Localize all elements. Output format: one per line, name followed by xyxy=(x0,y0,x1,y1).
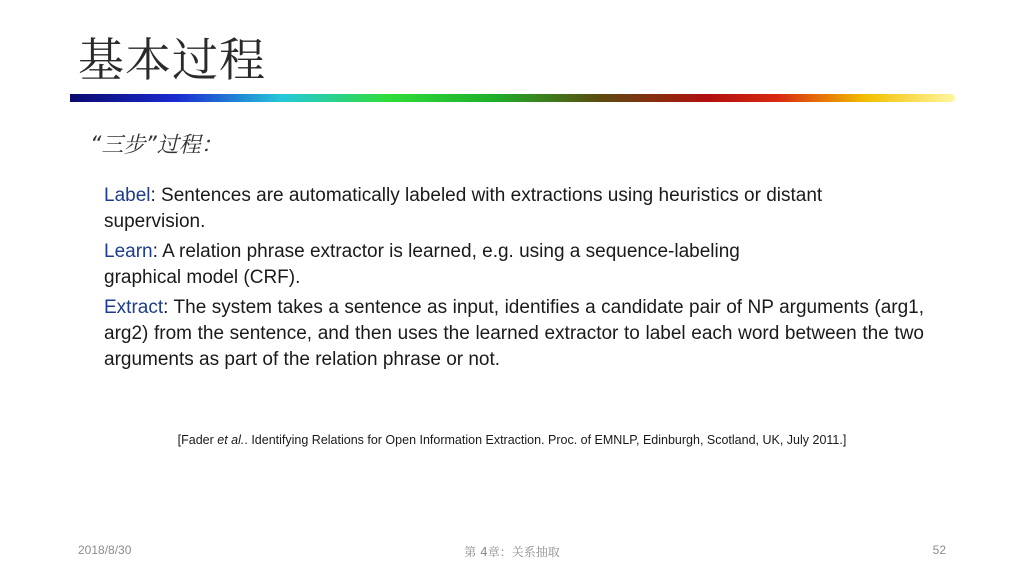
step-learn xyxy=(104,239,819,291)
slide-subtitle: “三步”过程： xyxy=(90,133,223,158)
step-keyword: Extract xyxy=(104,297,164,318)
title-underline-gradient-bar xyxy=(70,94,955,102)
citation-reference xyxy=(0,433,1024,447)
citation-suffix: . Identifying Relations for Open Information Extraction. Proc. of EMNLP, Edinburgh, Scotland, UK, July 2011.] xyxy=(244,433,847,447)
step-keyword: Learn xyxy=(104,241,153,262)
footer-page-number: 52 xyxy=(932,543,946,557)
step-text: : The system takes a sentence as input, identifies a candidate pair of NP arguments (arg1, arg2) from the sentence, and then uses the learned extractor to label each word between the two arguments as part of the relation phrase or not. xyxy=(104,297,924,370)
citation-prefix: [Fader xyxy=(177,433,218,447)
step-keyword: Label xyxy=(104,185,151,206)
steps-body xyxy=(104,183,924,377)
footer-date: 2018/8/30 xyxy=(78,543,132,557)
footer-chapter: 第 4章：关系抽取 xyxy=(464,545,560,559)
step-text: : Sentences are automatically labeled with extractions using heuristics or distant supervision. xyxy=(104,185,823,232)
step-text: : A relation phrase extractor is learned, e.g. using a sequence-labeling graphical model (CRF). xyxy=(104,241,740,288)
step-extract xyxy=(104,295,924,373)
step-label xyxy=(104,183,839,235)
slide-title: 基本过程 xyxy=(78,33,266,87)
citation-etal: et al. xyxy=(217,433,245,447)
